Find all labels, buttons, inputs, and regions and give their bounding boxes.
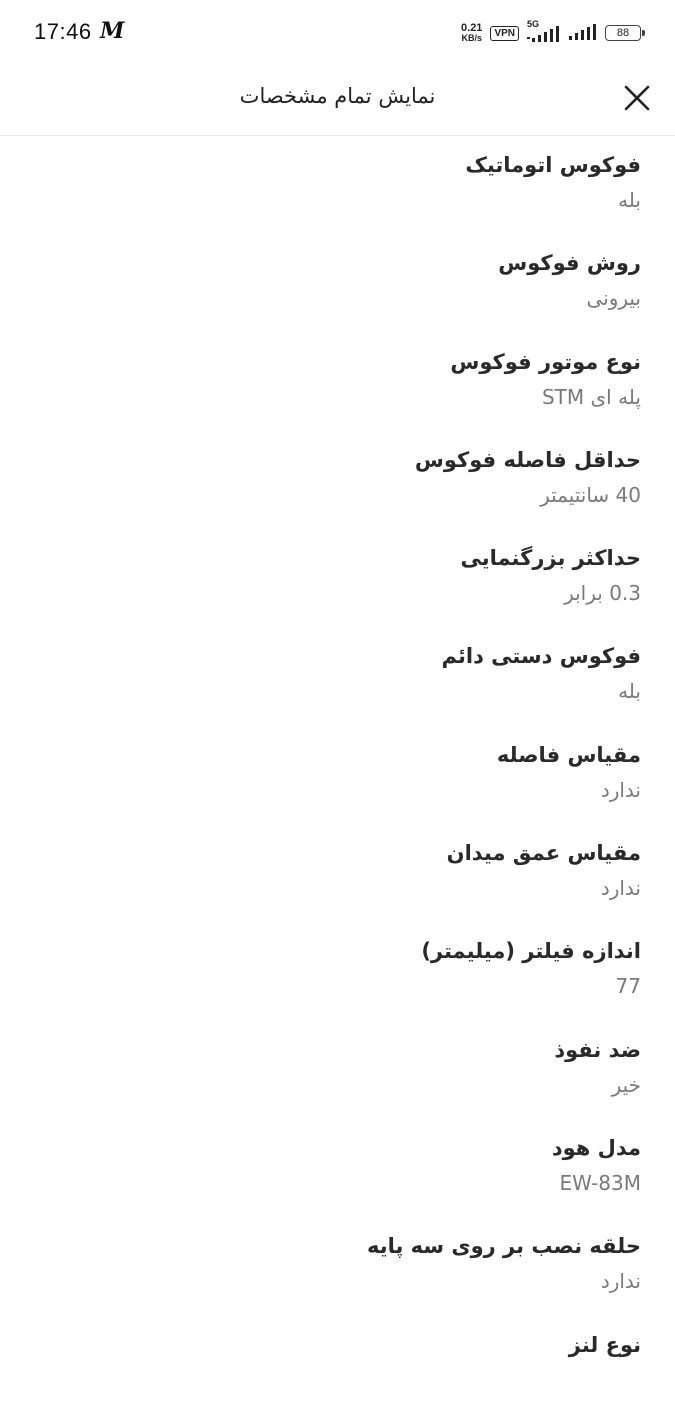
spec-label: فوکوس دستی دائم <box>441 644 641 669</box>
battery-level: 88 <box>616 27 630 39</box>
status-time: 17:46 <box>34 19 92 44</box>
spec-value: 77 <box>615 974 641 999</box>
battery-icon <box>605 25 641 41</box>
vpn-icon: VPN <box>490 26 519 41</box>
network-type-label: 5G <box>527 19 540 29</box>
specs-list <box>0 136 675 1414</box>
spec-value: ندارد <box>600 777 641 802</box>
carrier-logo-icon: M <box>100 18 125 44</box>
spec-value: بله <box>618 679 641 704</box>
page-title: نمایش تمام مشخصات <box>239 84 436 108</box>
spec-label: نوع موتور فوکوس <box>450 349 641 374</box>
spec-item-max-magnification <box>0 529 675 627</box>
spec-label: مقیاس عمق میدان <box>446 841 641 866</box>
spec-value: 0.3 برابر <box>564 581 641 606</box>
spec-item-focus-motor <box>0 333 675 431</box>
spec-label: حداقل فاصله فوکوس <box>414 447 641 472</box>
spec-value: 40 سانتیمتر <box>540 482 641 507</box>
spec-label: اندازه فیلتر (میلیمتر) <box>421 939 641 964</box>
spec-label: مدل هود <box>551 1135 641 1160</box>
spec-label: حداکثر بزرگنمایی <box>460 546 641 571</box>
spec-value: خیر <box>611 1072 641 1097</box>
network-speed-value: 0.21 <box>461 22 483 34</box>
spec-value: بیرونی <box>586 286 641 311</box>
spec-label: نوع لنز <box>568 1332 641 1357</box>
network-speed <box>461 23 482 43</box>
spec-item-autofocus <box>0 136 675 234</box>
signal-5g-icon <box>527 19 561 42</box>
spec-item-focus-method <box>0 234 675 332</box>
spec-value: ندارد <box>600 1269 641 1294</box>
spec-label: حلقه نصب بر روی سه پایه <box>366 1234 641 1259</box>
signal-icon <box>569 22 597 44</box>
spec-value: EW-83M <box>559 1170 641 1195</box>
spec-item-weather-sealed <box>0 1021 675 1119</box>
network-speed-unit: KB/s <box>461 33 482 43</box>
close-icon <box>621 82 653 114</box>
spec-label: روش فوکوس <box>498 251 641 276</box>
spec-item-lens-type <box>0 1316 675 1414</box>
spec-value: ندارد <box>600 876 641 901</box>
spec-item-distance-scale <box>0 726 675 824</box>
spec-label: مقیاس فاصله <box>496 742 641 767</box>
status-icons <box>461 20 641 46</box>
spec-item-full-time-manual <box>0 627 675 725</box>
spec-value: پله ای STM <box>541 384 641 409</box>
spec-item-min-focus-distance <box>0 431 675 529</box>
spec-value: بله <box>618 188 641 212</box>
header <box>0 66 675 136</box>
spec-item-dof-scale <box>0 824 675 922</box>
spec-item-tripod-collar <box>0 1217 675 1315</box>
spec-item-hood-model <box>0 1119 675 1217</box>
spec-item-filter-size <box>0 922 675 1020</box>
close-button[interactable] <box>621 82 653 114</box>
spec-label: فوکوس اتوماتیک <box>465 153 641 177</box>
status-bar <box>0 0 675 66</box>
spec-label: ضد نفوذ <box>554 1037 641 1062</box>
